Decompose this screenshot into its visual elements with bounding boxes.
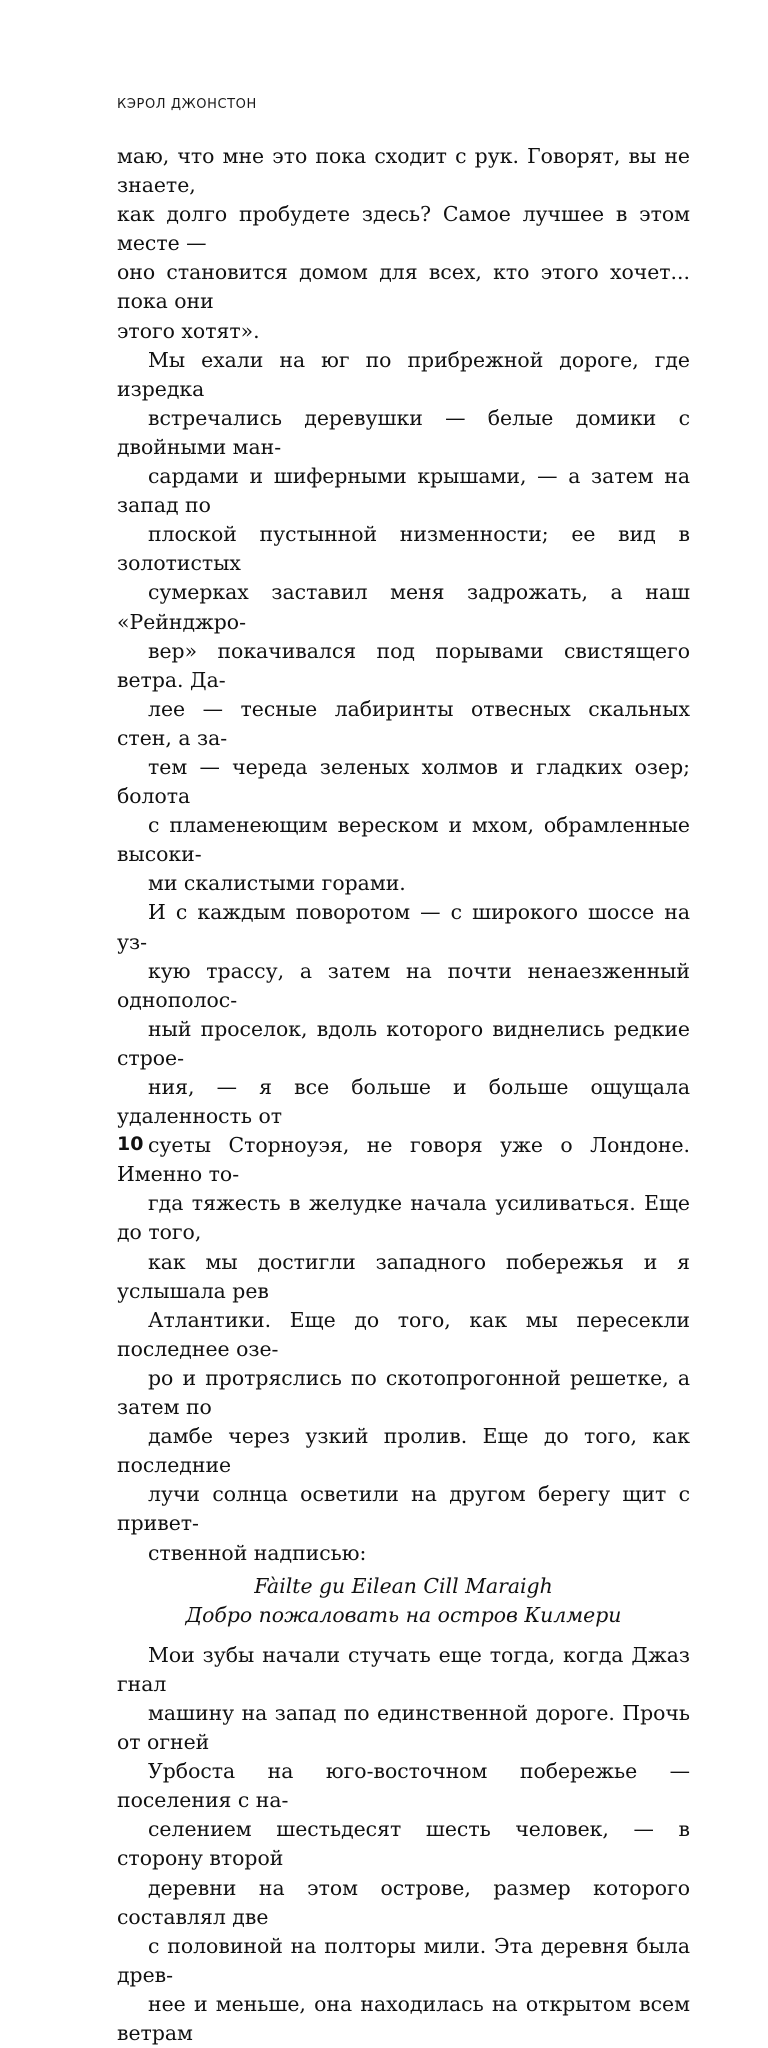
text-line: ный проселок, вдоль которого виднелись редкие строе- <box>117 1016 690 1070</box>
text-line: сардами и шиферными крышами, — а затем на запад по <box>117 464 690 518</box>
text-line: Мы ехали на юг по прибрежной дороге, где изредка <box>117 347 690 401</box>
text-line: кую трассу, а затем на почти ненаезженный однополос- <box>117 958 690 1012</box>
text-line: ния, — я все больше и больше ощущала удаленность от <box>117 1075 690 1129</box>
inscription-gaelic: Fàilte gu Eilean Cill Maraigh <box>254 1573 553 1598</box>
text-line: с пламенеющим вереском и мхом, обрамленные высоки- <box>117 813 690 867</box>
text-line: нее и меньше, она находилась на открытом всем ветрам <box>117 1991 690 2045</box>
page-number: 10 <box>117 1133 144 1155</box>
text-line: встречались деревушки — белые домики с двойными ман- <box>117 405 690 459</box>
text-line: ми скалистыми горами. <box>148 871 406 896</box>
body-text <box>117 142 690 2048</box>
paragraph <box>117 346 690 899</box>
text-line: Атлантики. Еще до того, как мы пересекли последнее озе- <box>117 1307 690 1361</box>
text-line: суеты Сторноуэя, не говоря уже о Лондоне. Именно то- <box>117 1133 690 1187</box>
text-line: этого хотят». <box>117 318 260 343</box>
text-line: оно становится домом для всех, кто этого хочет... пока они <box>117 260 690 314</box>
text-line: сумерках заставил меня задрожать, а наш «Рейнджро- <box>117 580 690 634</box>
paragraph <box>117 898 690 1567</box>
text-line: И с каждым поворотом — с широкого шоссе на уз- <box>117 900 690 954</box>
text-line: ственной надписью: <box>148 1540 367 1565</box>
inscription-russian: Добро пожаловать на остров Килмери <box>185 1602 622 1627</box>
text-line: Урбоста на юго-восточном побережье — поселения с на- <box>117 1759 690 1813</box>
text-line: дамбе через узкий пролив. Еще до того, как последние <box>117 1424 690 1478</box>
paragraph <box>117 1641 690 2048</box>
text-line: ро и протряслись по скотопрогонной решетке, а затем по <box>117 1365 690 1420</box>
text-line: лее — тесные лабиринты отвесных скальных стен, а за- <box>117 696 690 750</box>
paragraph-continued <box>117 142 690 346</box>
text-line: плоской пустынной низменности; ее вид в золотистых <box>117 522 690 576</box>
running-head: КЭРОЛ ДЖОНСТОН <box>117 97 257 112</box>
text-line: лучи солнца осветили на другом берегу щит с привет- <box>117 1482 690 1536</box>
text-line: вер» покачивался под порывами свистящего ветра. Да- <box>117 638 690 692</box>
text-line: как мы достигли западного побережья и я услышала рев <box>117 1249 690 1303</box>
text-line: с половиной на полторы мили. Эта деревня была древ- <box>117 1933 690 1987</box>
text-line: Мои зубы начали стучать еще тогда, когда Джаз гнал <box>117 1642 690 1696</box>
sign-inscription <box>117 1572 690 1630</box>
text-line: машину на запад по единственной дороге. Прочь от огней <box>117 1700 690 1755</box>
text-line: гда тяжесть в желудке начала усиливаться. Еще до того, <box>117 1191 690 1245</box>
text-line: деревни на этом острове, размер которого составлял две <box>117 1875 690 1929</box>
text-line: тем — череда зеленых холмов и гладких озер; болота <box>117 754 690 809</box>
text-line: маю, что мне это пока сходит с рук. Говорят, вы не знаете, <box>117 144 690 198</box>
text-line: селением шестьдесят шесть человек, — в сторону второй <box>117 1817 690 1871</box>
text-line: как долго пробудете здесь? Самое лучшее в этом месте — <box>117 202 690 256</box>
